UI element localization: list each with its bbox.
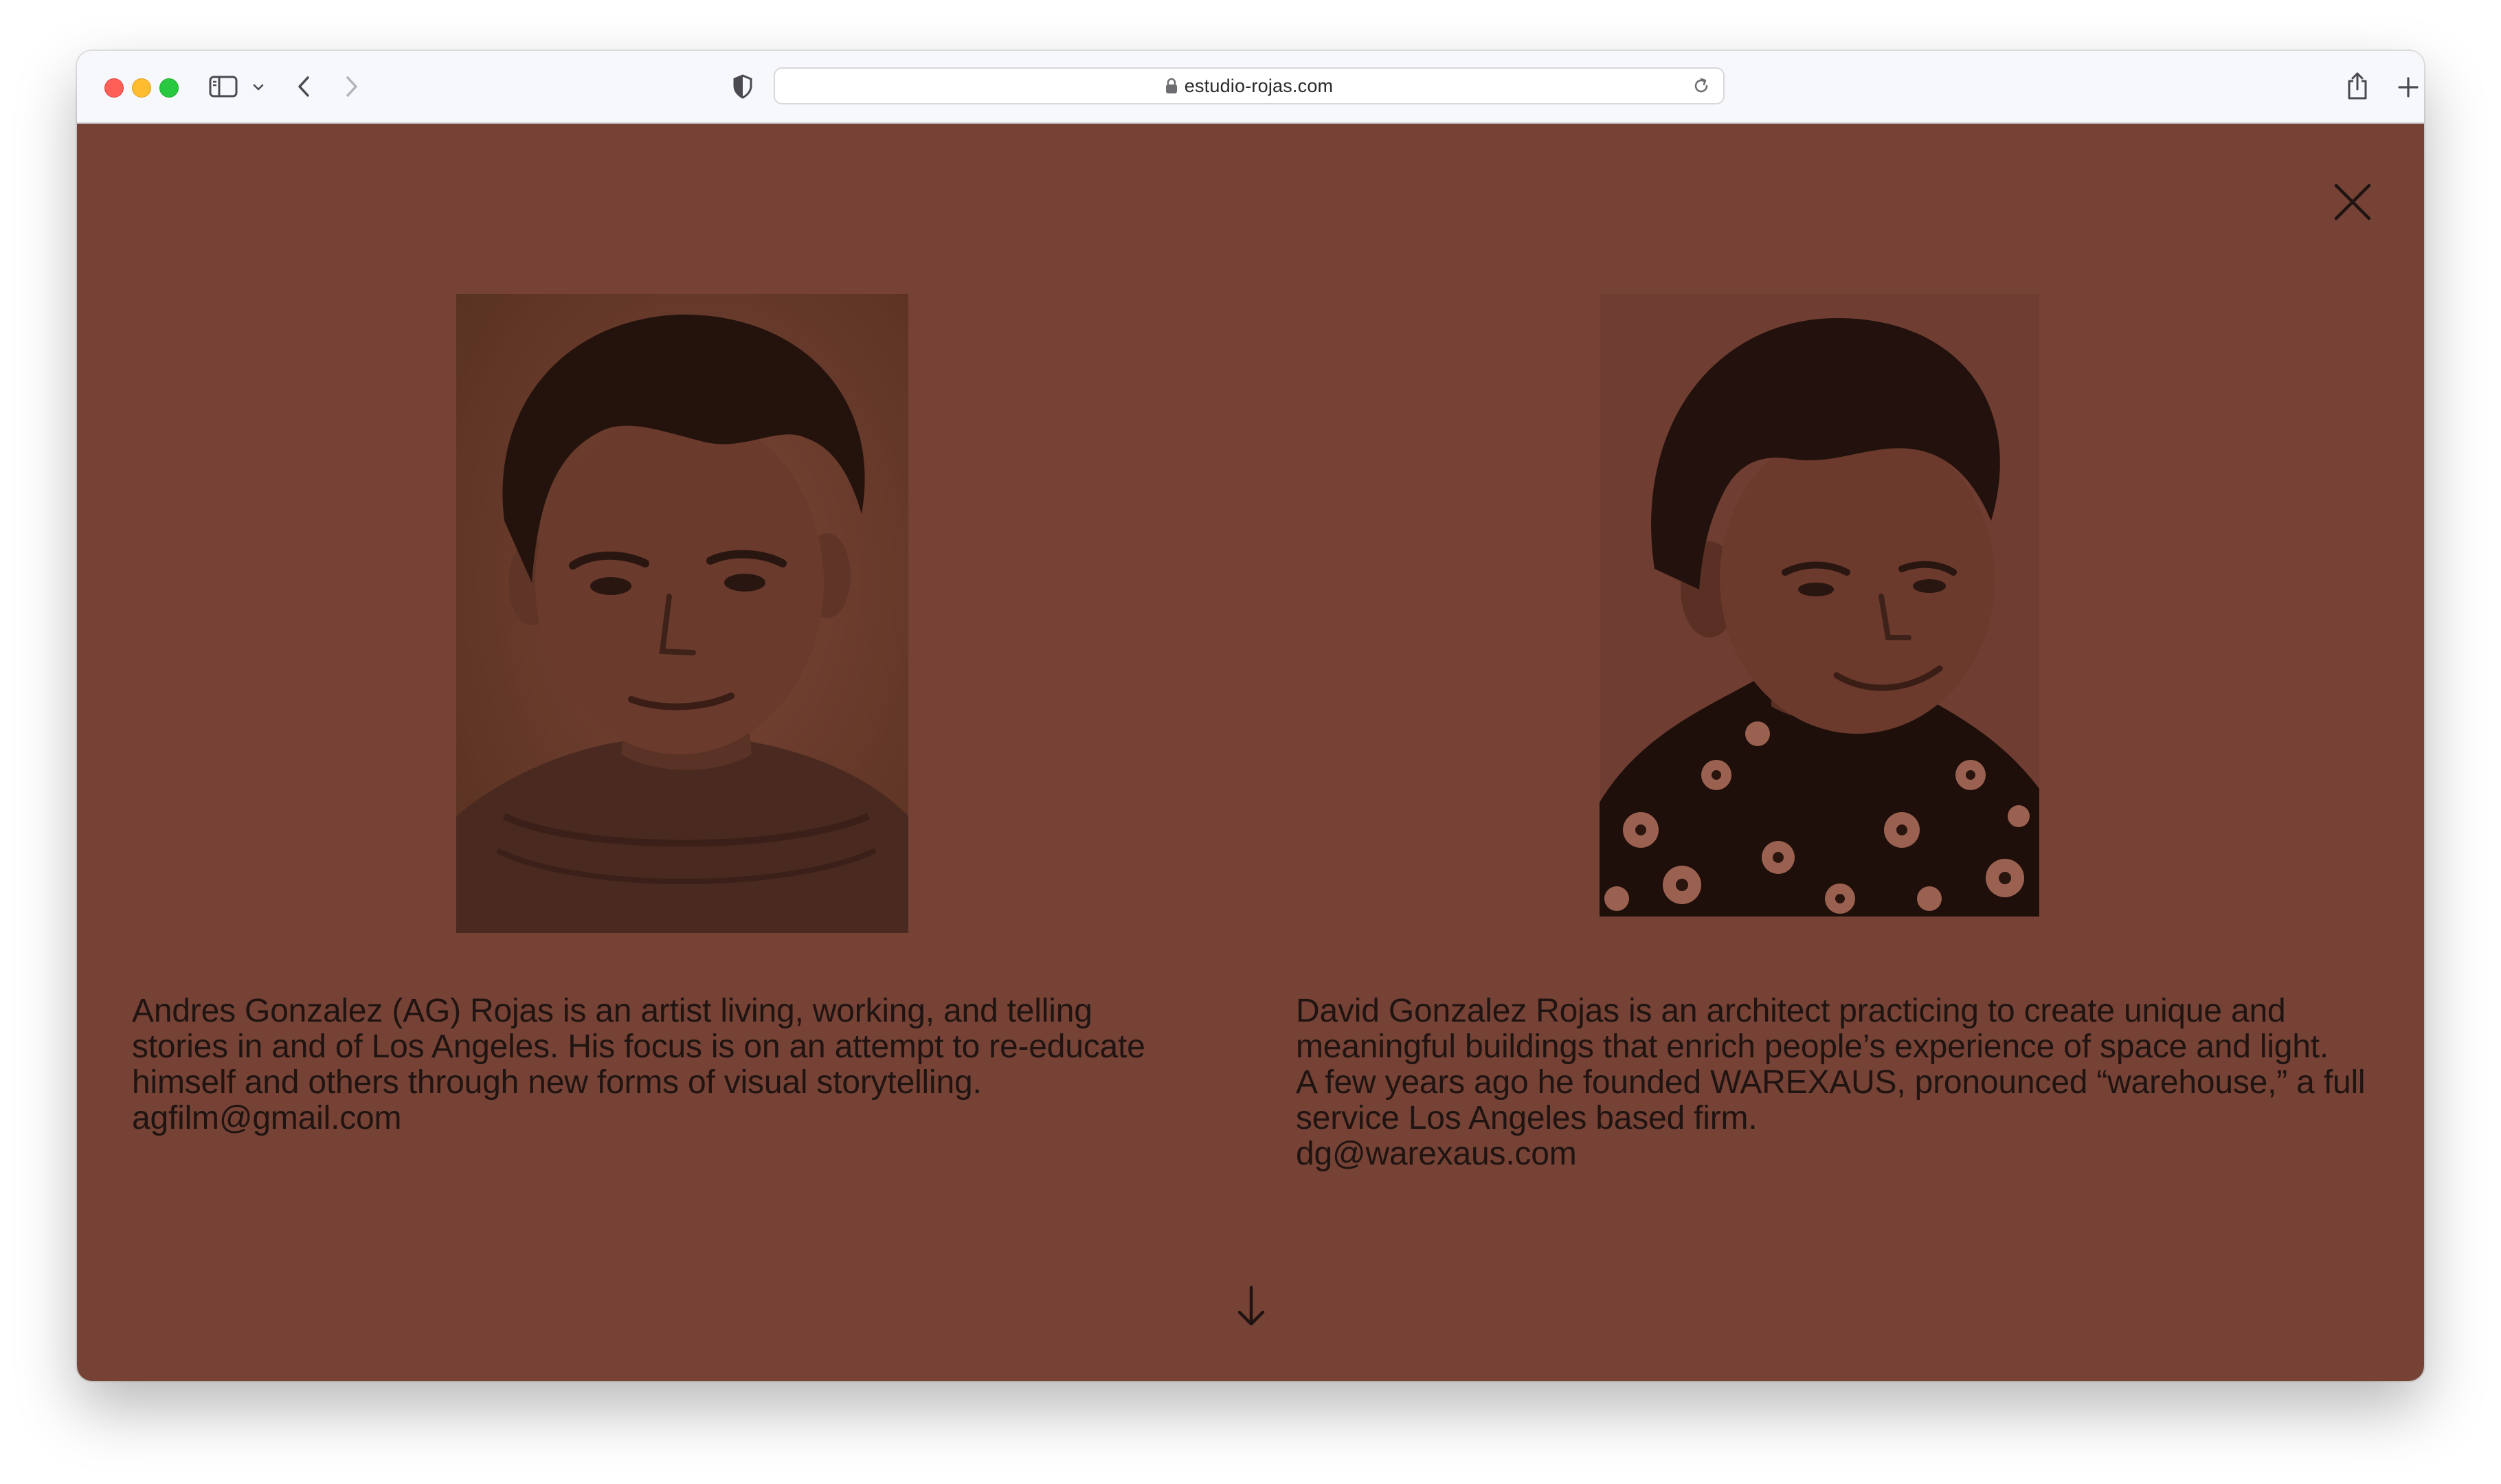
about-overlay (77, 124, 2424, 1381)
chevron-down-icon[interactable] (253, 84, 264, 91)
browser-toolbar (77, 51, 2424, 124)
zoom-window-button[interactable] (159, 78, 179, 98)
share-icon[interactable] (2346, 71, 2369, 100)
david-email-link[interactable]: dg@warexaus.com (1296, 1136, 1577, 1172)
bio-line: himself and others through new forms of visual storytelling. (132, 1064, 982, 1101)
andres-portrait-photo (456, 294, 908, 933)
lock-icon (1165, 78, 1178, 94)
close-window-button[interactable] (104, 78, 124, 98)
arrow-down-icon[interactable] (1235, 1285, 1267, 1327)
portrait-photo-icon (1600, 294, 2039, 917)
plus-icon[interactable] (2398, 77, 2419, 98)
chevron-right-icon[interactable] (345, 76, 359, 98)
david-bio (1296, 993, 2402, 1172)
shield-icon[interactable] (732, 74, 753, 99)
bio-line: service Los Angeles based firm. (1296, 1100, 1758, 1136)
close-icon[interactable] (2331, 180, 2375, 224)
reload-icon[interactable] (1692, 76, 1711, 95)
bio-line: A few years ago he founded WAREXAUS, pronounced “warehouse,” a full (1296, 1064, 2366, 1101)
bio-line: stories in and of Los Angeles. His focus is on an attempt to re-educate (132, 1028, 1145, 1065)
bio-line: Andres Gonzalez (AG) Rojas is an artist living, working, and telling (132, 993, 1092, 1029)
andres-bio (132, 993, 1204, 1136)
bio-line: meaningful buildings that enrich people’s experience of space and light. (1296, 1028, 2329, 1065)
david-portrait-photo (1600, 294, 2039, 917)
bio-line: David Gonzalez Rojas is an architect practicing to create unique and (1296, 993, 2286, 1029)
andres-email-link[interactable]: agfilm@gmail.com (132, 1100, 402, 1136)
sidebar-icon[interactable] (209, 76, 238, 98)
minimize-window-button[interactable] (132, 78, 151, 98)
chevron-left-icon[interactable] (297, 76, 311, 98)
browser-window (77, 51, 2424, 1381)
portrait-photo-icon (456, 294, 908, 933)
address-bar[interactable] (774, 67, 1725, 104)
url-text: estudio-rojas.com (1184, 76, 1334, 96)
